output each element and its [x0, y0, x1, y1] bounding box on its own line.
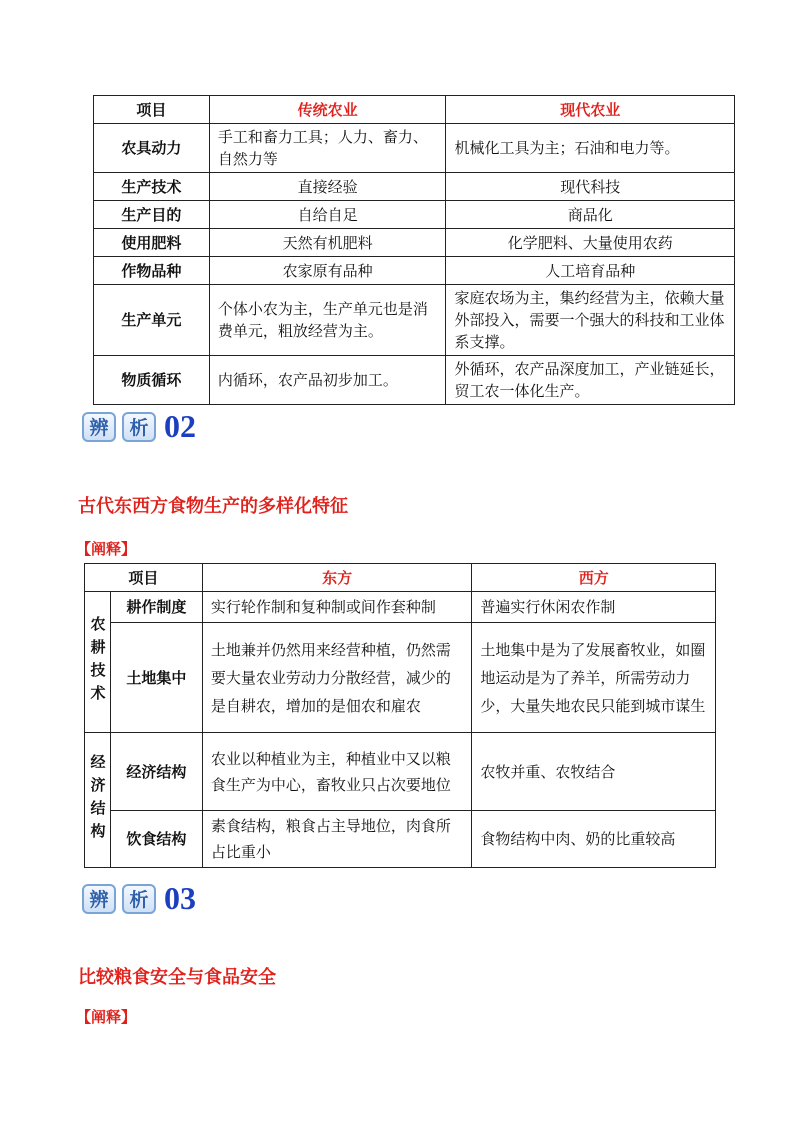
row-label: 使用肥料	[94, 229, 210, 257]
row-label: 生产单元	[94, 285, 210, 356]
cell-traditional: 直接经验	[209, 173, 446, 201]
badge-number: 02	[164, 408, 196, 444]
row-label: 农具动力	[94, 124, 210, 173]
header-east: 东方	[202, 564, 472, 592]
analysis-badge-03	[82, 880, 196, 917]
cell-traditional: 天然有机肥料	[209, 229, 446, 257]
header-modern: 现代农业	[446, 96, 735, 124]
cell-traditional: 手工和畜力工具；人力、畜力、自然力等	[209, 124, 446, 173]
row-label: 生产目的	[94, 201, 210, 229]
cell-modern: 外循环，农产品深度加工，产业链延长，贸工农一体化生产。	[446, 356, 735, 405]
xi-char-icon: 析	[122, 412, 156, 442]
cell-west: 食物结构中肉、奶的比重较高	[472, 811, 716, 868]
badge-number: 03	[164, 880, 196, 916]
cell-west: 土地集中是为了发展畜牧业，如圈地运动是为了养羊，所需劳动力少，大量失地农民只能到城市谋生	[472, 623, 716, 733]
group-farming-technique: 农耕技术	[85, 592, 111, 733]
header-west: 西方	[472, 564, 716, 592]
xi-char-icon: 析	[122, 884, 156, 914]
header-traditional: 传统农业	[209, 96, 446, 124]
cell-east: 土地兼并仍然用来经营种植，仍然需要大量农业劳动力分散经营，减少的是自耕农，增加的是佃农和雇农	[202, 623, 472, 733]
cell-west: 农牧并重、农牧结合	[472, 733, 716, 811]
east-west-comparison-table	[84, 563, 716, 868]
row-label: 饮食结构	[110, 811, 202, 868]
cell-modern: 家庭农场为主，集约经营为主，依赖大量外部投入，需要一个强大的科技和工业体系支撑。	[446, 285, 735, 356]
section-title: 古代东西方食物生产的多样化特征	[78, 496, 348, 517]
agriculture-comparison-table	[93, 95, 735, 405]
cell-modern: 现代科技	[446, 173, 735, 201]
cell-east: 素食结构，粮食占主导地位，肉食所占比重小	[202, 811, 472, 868]
row-label: 经济结构	[110, 733, 202, 811]
row-label: 耕作制度	[110, 592, 202, 623]
cell-modern: 商品化	[446, 201, 735, 229]
bian-char-icon: 辨	[82, 884, 116, 914]
cell-modern: 人工培育品种	[446, 257, 735, 285]
bian-char-icon: 辨	[82, 412, 116, 442]
cell-traditional: 内循环，农产品初步加工。	[209, 356, 446, 405]
cell-east: 实行轮作制和复种制或间作套种制	[202, 592, 472, 623]
group-economic-structure: 经济结构	[85, 733, 111, 868]
row-label: 物质循环	[94, 356, 210, 405]
cell-traditional: 个体小农为主，生产单元也是消费单元，粗放经营为主。	[209, 285, 446, 356]
cell-traditional: 农家原有品种	[209, 257, 446, 285]
analysis-badge-02	[82, 408, 196, 445]
cell-modern: 机械化工具为主；石油和电力等。	[446, 124, 735, 173]
explain-label: 【阐释】	[76, 1008, 137, 1026]
row-label: 生产技术	[94, 173, 210, 201]
row-label: 土地集中	[110, 623, 202, 733]
row-label: 作物品种	[94, 257, 210, 285]
cell-traditional: 自给自足	[209, 201, 446, 229]
header-item: 项目	[94, 96, 210, 124]
cell-modern: 化学肥料、大量使用农药	[446, 229, 735, 257]
header-item: 项目	[85, 564, 203, 592]
cell-west: 普遍实行休闲农作制	[472, 592, 716, 623]
section-title: 比较粮食安全与食品安全	[78, 967, 276, 988]
explain-label: 【阐释】	[76, 540, 137, 558]
cell-east: 农业以种植业为主，种植业中又以粮食生产为中心，畜牧业只占次要地位	[202, 733, 472, 811]
